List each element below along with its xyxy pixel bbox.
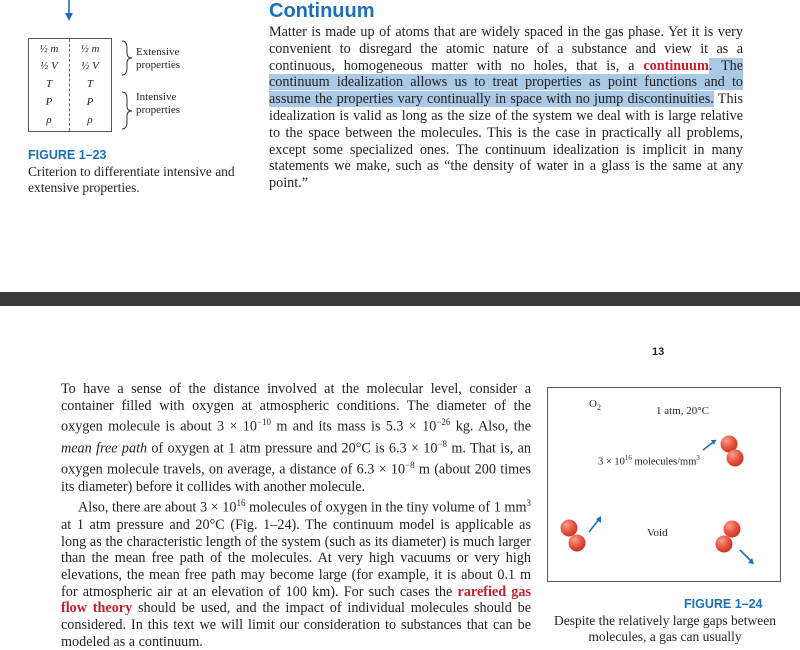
continuum-text-1: Matter is made up of atoms that are widely spaced in the gas phase. Yet it is very convenient to disregard the atomic nature of a substance and view it as a continuous, homogeneous matter with no holes, that is, a: [269, 24, 743, 74]
col2-temp: T: [86, 78, 94, 90]
col1-mass: ½ m: [39, 43, 59, 55]
extensive-label: Extensive properties: [136, 46, 180, 71]
conditions-label: 1 atm, 20°C: [656, 405, 709, 417]
down-arrow-icon: [64, 0, 74, 22]
molecule-diagram: [548, 388, 780, 581]
figure-1-24-caption: Despite the relatively large gaps between molecules, a gas can usually: [553, 613, 777, 644]
col2-volume: ½ V: [81, 60, 99, 72]
gas-label: $O_2$: [589, 398, 601, 413]
continuum-paragraph: [269, 24, 743, 192]
oxygen-molecule-icon: [721, 436, 744, 467]
continuum-term: continuum: [643, 57, 709, 74]
property-split-box: [28, 38, 112, 132]
figure-1-23-label: FIGURE 1–23: [28, 148, 107, 162]
col1-pressure: P: [45, 96, 53, 108]
col2-density: ρ: [87, 114, 93, 126]
body-text: [61, 381, 531, 650]
paragraph-1: To have a sense of the distance involved at the molecular level, consider a container filled with oxygen at atmospheric conditions. The diameter of the oxygen molecule is about $3 \times 10^{-10}$ m and its mass is $5.3 \times 10^{-26}$ kg. Also, the mean free path of oxygen at 1 atm pressure and 20°C is $6.3 \times 10^{-8}$ m. That is, an oxygen molecule travels, on average, a distance of $6.3 \times 10^{-8}$ m (about 200 times its diameter) before it collides with another molecule.: [61, 381, 532, 495]
section-title: Continuum: [269, 0, 375, 22]
rarefied-gas-term: rarefied gas flow theory: [61, 583, 532, 617]
figure-1-23-caption: Criterion to differentiate intensive and extensive properties.: [28, 164, 235, 195]
density-label: $3 \times 10^{16}$ molecules/$mm^3$: [598, 454, 700, 468]
col1-temp: T: [45, 78, 53, 90]
continuum-text-2: This idealization is valid as long as the size of the system we deal with is large relative to the space between the molecules. This is the case in practically all problems, except some specialized ones. The continuum idealization is implicit in many statements we make, such as “the density of water in a glass is the same at any point.”: [269, 91, 743, 192]
page-divider: [0, 292, 800, 306]
void-label: Void: [647, 527, 668, 539]
brace-icon: [120, 40, 134, 130]
col1-volume: ½ V: [40, 60, 58, 72]
col2-pressure: P: [86, 96, 94, 108]
mean-free-path-term: mean free path: [61, 440, 148, 457]
col2-mass: ½ m: [80, 43, 100, 55]
highlighted-text[interactable]: . The continuum idealization allows us to treat properties as point functions and to assume the properties vary continually in space with no jump discontinuities.: [269, 57, 743, 108]
figure-1-24-label: FIGURE 1–24: [684, 597, 763, 611]
intensive-label: Intensive properties: [136, 91, 180, 116]
paragraph-2: Also, there are about $3 \times 10^{16}$ molecules of oxygen in the tiny volume of 1 $mm^3$ at 1 atm pressure and 20°C (Fig. 1–24). The continuum model is applicable as long as the characteristic length of the system (such as its diameter) is much larger than the mean free path of the molecules. At very high vacuums or very high elevations, the mean free path may become large (for example, it is about 0.1 m for atmospheric air at an elevation of 100 km). For such cases the rarefied gas flow theory should be used, and the impact of individual molecules should be considered. In this text we will limit our consideration to substances that can be modeled as a continuum.: [61, 498, 532, 650]
velocity-arrow-icon: [740, 550, 752, 562]
figure-1-24-box: [547, 387, 781, 582]
oxygen-molecule-icon: [561, 520, 586, 552]
col1-density: ρ: [46, 114, 52, 126]
page-number: 13: [652, 346, 665, 358]
oxygen-molecule-icon: [716, 521, 741, 553]
